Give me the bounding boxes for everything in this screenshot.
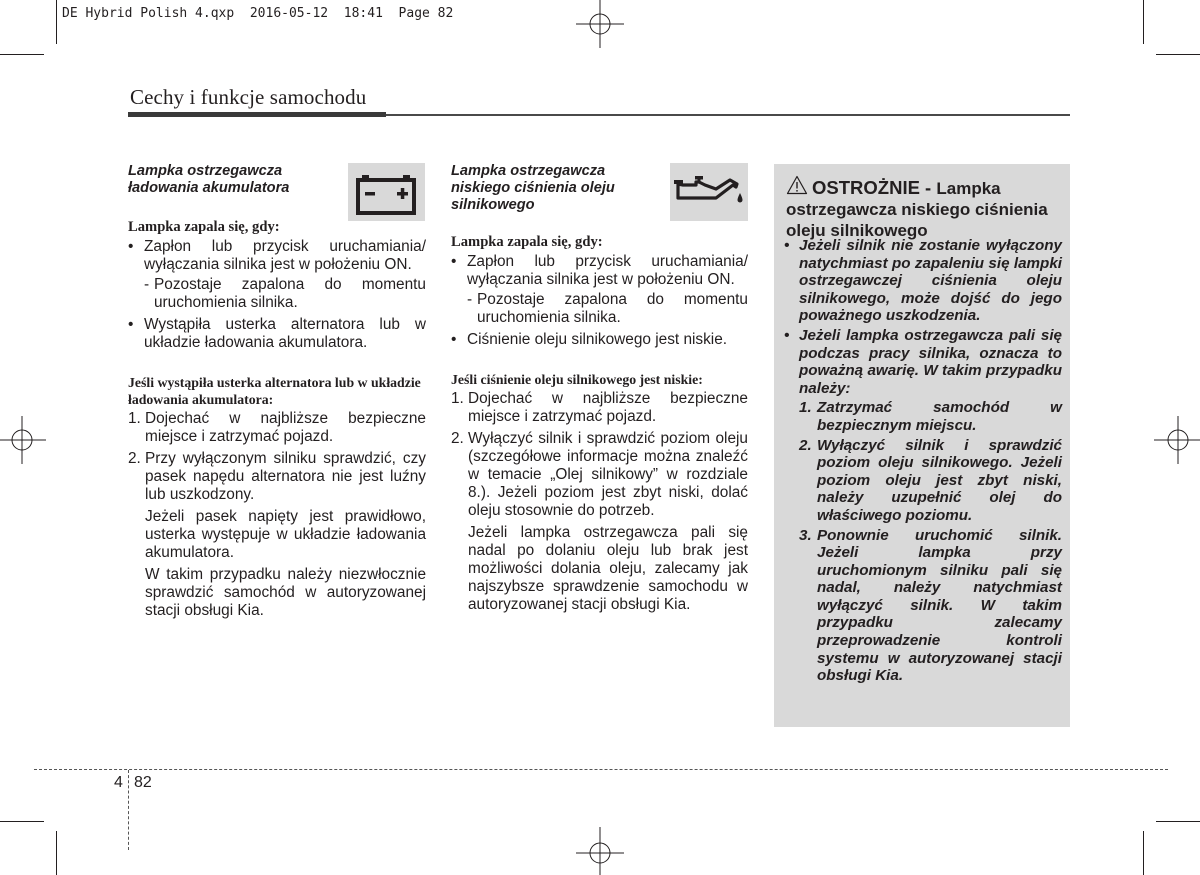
footer-dashed-rule bbox=[34, 769, 1168, 770]
lead-text: Lampka zapala się, gdy: bbox=[128, 219, 280, 235]
section-title: Cechy i funkcje samochodu bbox=[130, 85, 367, 109]
number: 3. bbox=[799, 526, 812, 544]
caution-step bbox=[799, 399, 1062, 434]
column-battery-warning bbox=[128, 163, 426, 620]
caution-title: Lampka ostrzegawcza niskiego ciśnienia oleju silnikowego bbox=[786, 179, 1048, 240]
crop-mark bbox=[1156, 54, 1200, 55]
registration-mark-top-icon bbox=[570, 0, 630, 50]
caution-body bbox=[784, 237, 1062, 685]
battery-warning-heading bbox=[128, 163, 328, 197]
bullet-text: Wystąpiła usterka alternatora lub w układzie ładowania akumulatora. bbox=[144, 316, 426, 351]
heading-line: silnikowego bbox=[451, 197, 535, 213]
heading-line: Lampka ostrzegawcza bbox=[451, 163, 606, 179]
bullet: • bbox=[128, 238, 134, 255]
sub-item-text: Pozostaje zapalona do momentu uruchomienia silnika. bbox=[154, 276, 426, 311]
sub-item-body bbox=[467, 291, 748, 327]
bullet-text: Zapłon lub przycisk uruchamiania/ wyłączania silnika jest w położeniu ON. bbox=[467, 253, 748, 288]
caution-bullet-text: Jeżeli lampka ostrzegawcza pali się podczas pracy silnika, oznacza to poważną awarię. W takim przypadku należy: bbox=[799, 326, 1062, 397]
number: 1. bbox=[128, 410, 141, 427]
caution-step-text: Ponownie uruchomić silnik. Jeżeli lampka przy uruchomionym silniku pali się nadal, należy natychmiast wyłączyć silnik. W takim przypadku zalecamy przeprowadzenie kontroli systemu w autoryzowanej stacji obsługi Kia. bbox=[817, 526, 1062, 685]
step-text: Dojechać w najbliższe bezpieczne miejsce i zatrzymać pojazd. bbox=[468, 390, 748, 425]
registration-mark-bottom-icon bbox=[570, 827, 630, 875]
dash: - bbox=[467, 291, 473, 308]
battery-icon-box bbox=[348, 163, 425, 221]
caution-step-text: Wyłączyć silnik i sprawdzić poziom oleju silnikowego. Jeżeli poziom oleju jest zbyt niski, należy uzupełnić olej do właściwego poziomu. bbox=[817, 436, 1062, 524]
paragraph: Jeżeli pasek napięty jest prawidłowo, usterka występuje w układzie ładowania akumulatora. bbox=[145, 508, 426, 561]
warning-triangle-icon bbox=[786, 175, 808, 195]
step-text: Wyłączyć silnik i sprawdzić poziom oleju (szczegółowe informacje można znaleźć w temacie „Olej silnikowy” w rozdziale 8.). Jeżeli poziom jest zbyt niski, dolać oleju stosownie do potrzeb. bbox=[468, 430, 748, 519]
caution-bullet-text: Jeżeli silnik nie zostanie wyłączony natychmiast po zapaleniu się lampki ostrzegawczej ciśnienia oleju silnikowego, może dojść do jego poważnego uszkodzenia. bbox=[799, 237, 1062, 325]
bullet: • bbox=[784, 326, 790, 344]
list-item bbox=[451, 331, 748, 349]
step-text: Przy wyłączonym silniku sprawdzić, czy pasek napędu alternatora nie jest luźny lub uszkodzony. bbox=[145, 450, 426, 503]
sub-item-body bbox=[144, 276, 426, 312]
caution-bullet bbox=[784, 327, 1062, 397]
caution-bullet bbox=[784, 237, 1062, 325]
bullet-text: Ciśnienie oleju silnikowego jest niskie. bbox=[467, 331, 728, 348]
list-item bbox=[451, 253, 748, 289]
chapter-number: 4 bbox=[114, 774, 123, 791]
bullet: • bbox=[784, 237, 790, 254]
footer-dashed-divider bbox=[128, 770, 129, 850]
numbered-item bbox=[128, 410, 426, 446]
paragraph: W takim przypadku należy niezwłocznie sprawdzić samochód w autoryzowanej stacji obsługi Kia. bbox=[145, 566, 426, 619]
caution-label: OSTROŻNIE - bbox=[812, 177, 932, 198]
caution-step-text: Zatrzymać samochód w bezpiecznym miejscu. bbox=[817, 399, 1062, 434]
crop-mark bbox=[1143, 0, 1144, 44]
list-item bbox=[128, 238, 426, 274]
caution-header bbox=[786, 175, 1064, 241]
crop-mark bbox=[1156, 821, 1200, 822]
caution-step bbox=[799, 437, 1062, 525]
caution-box bbox=[774, 164, 1070, 727]
sub-item bbox=[451, 291, 748, 327]
registration-mark-right-icon bbox=[1152, 410, 1200, 470]
column-oil-pressure-warning bbox=[451, 163, 748, 614]
oil-icon-box bbox=[670, 163, 748, 221]
number: 1. bbox=[451, 390, 464, 407]
sub-item bbox=[128, 276, 426, 312]
battery-icon bbox=[348, 163, 425, 221]
number: 2. bbox=[128, 450, 141, 467]
number: 2. bbox=[799, 436, 812, 454]
bullet: • bbox=[128, 316, 134, 333]
crop-mark bbox=[56, 0, 57, 44]
number: 1. bbox=[799, 399, 812, 417]
lead-text: Jeśli ciśnienie oleju silnikowego jest niskie: bbox=[451, 372, 703, 387]
header-rule-dark bbox=[128, 112, 386, 117]
heading-line: niskiego ciśnienia oleju bbox=[451, 180, 615, 196]
step-text: Dojechać w najbliższe bezpieczne miejsce i zatrzymać pojazd. bbox=[145, 410, 426, 445]
header-rule bbox=[386, 114, 1070, 116]
crop-mark bbox=[0, 821, 44, 822]
heading-line: Lampka ostrzegawcza bbox=[128, 163, 283, 179]
registration-mark-left-icon bbox=[0, 410, 48, 470]
bullet-text: Zapłon lub przycisk uruchamiania/ wyłączania silnika jest w położeniu ON. bbox=[144, 238, 426, 273]
page-number: 82 bbox=[134, 774, 152, 791]
numbered-item bbox=[451, 390, 748, 426]
dash: - bbox=[144, 276, 150, 293]
bullet: • bbox=[451, 253, 457, 270]
sub-item-text: Pozostaje zapalona do momentu uruchomienia silnika. bbox=[477, 291, 748, 326]
print-slug: DE Hybrid Polish 4.qxp 2016-05-12 18:41 Page 82 bbox=[62, 6, 454, 21]
numbered-item bbox=[451, 430, 748, 520]
numbered-item bbox=[128, 450, 426, 504]
lead-text: Lampka zapala się, gdy: bbox=[451, 234, 603, 250]
bullet: • bbox=[451, 331, 457, 348]
paragraph: Jeżeli lampka ostrzegawcza pali się nadal po dolaniu oleju lub brak jest możliwości dolania oleju, zalecamy jak najszybsze sprawdzenie samochodu w autoryzowanej stacji obsługi Kia. bbox=[468, 524, 748, 613]
oil-warning-heading bbox=[451, 163, 651, 214]
list-item bbox=[128, 316, 426, 352]
crop-mark bbox=[0, 54, 44, 55]
caution-step bbox=[799, 527, 1062, 685]
crop-mark bbox=[56, 831, 57, 875]
lead-text: Jeśli wystąpiła usterka alternatora lub w układzie ładowania akumulatora: bbox=[128, 375, 421, 407]
oil-can-icon bbox=[670, 163, 748, 221]
number: 2. bbox=[451, 430, 464, 447]
crop-mark bbox=[1143, 831, 1144, 875]
caution-title-line bbox=[786, 175, 1064, 241]
heading-line: ładowania akumulatora bbox=[128, 180, 290, 196]
